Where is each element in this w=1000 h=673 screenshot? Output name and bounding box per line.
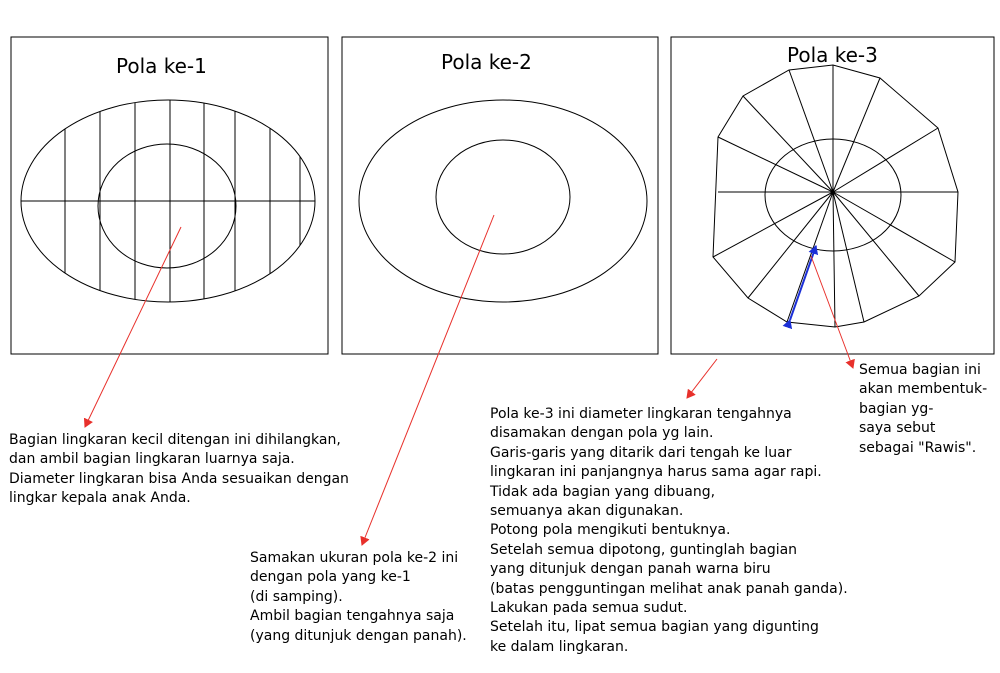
pola-3-spoke (787, 192, 833, 322)
note-line: Samakan ukuran pola ke-2 ini (250, 550, 459, 566)
note-line: lingkar kepala anak Anda. (9, 490, 191, 507)
pointer-arrow-rawis (811, 256, 853, 368)
note-line: yang ditunjuk dengan panah warna biru (490, 561, 771, 578)
note-line: Pola ke-3 ini diameter lingkaran tengahnya (490, 406, 792, 422)
note-line: lingkaran ini panjangnya harus sama agar rapi. (490, 464, 822, 481)
note-line: Bagian lingkaran kecil ditengan ini dihilangkan, (9, 432, 341, 448)
note-line: sebagai "Rawis". (859, 439, 977, 456)
note-line: Lakukan pada semua sudut. (490, 600, 688, 617)
pola-1-title: Pola ke-1 (116, 54, 207, 78)
pola-3-panel (671, 37, 994, 354)
note-pola-2 (250, 549, 467, 646)
note-line: disamakan dengan pola yg lain. (490, 425, 714, 442)
note-line: Setelah itu, lipat semua bagian yang digunting (490, 619, 819, 636)
pola-3-spoke (833, 192, 835, 327)
pola-3-star-outline (713, 65, 958, 327)
pola-3-shape (713, 65, 958, 327)
cut-double-arrow (790, 246, 816, 320)
note-line: akan membentuk- (859, 381, 988, 398)
pola-3-spoke (748, 192, 833, 298)
pola-2-frame (342, 37, 658, 354)
note-line: Potong pola mengikuti bentuknya. (490, 522, 731, 539)
pola-1-inner-ellipse (98, 144, 236, 268)
note-line: bagian yg- (859, 400, 934, 417)
note-line: Semua bagian ini (859, 362, 981, 378)
pola-1-shape (21, 100, 315, 302)
note-line: (di samping). (250, 588, 343, 605)
note-pola-1 (9, 431, 349, 509)
pola-1-panel (11, 37, 328, 354)
pola-3-title: Pola ke-3 (787, 43, 878, 67)
note-line: Tidak ada bagian yang dibuang, (490, 483, 716, 500)
pola-2-inner-ellipse (436, 140, 570, 254)
pola-3-spoke (833, 78, 880, 192)
note-line: Garis-garis yang ditarik dari tengah ke luar (490, 444, 792, 461)
note-line: Setelah semua dipotong, guntinglah bagian (490, 541, 798, 558)
note-line: saya sebut (859, 420, 936, 437)
pointer-arrow-pola-2 (362, 215, 494, 545)
pola-3-spokes (713, 65, 958, 327)
pola-2-panel (342, 37, 658, 354)
pointer-arrow-pola-1 (85, 227, 181, 427)
pola-3-spoke (833, 192, 955, 262)
note-rawis (859, 361, 987, 458)
pola-2-title: Pola ke-2 (441, 50, 532, 74)
note-line: (yang ditunjuk dengan panah). (250, 627, 467, 644)
note-line: semuanya akan digunakan. (490, 503, 684, 520)
note-line: Ambil bagian tengahnya saja (250, 608, 455, 625)
note-line: Diameter lingkaran bisa Anda sesuaikan dengan (9, 470, 349, 487)
note-line: ke dalam lingkaran. (490, 638, 629, 655)
note-line: dan ambil bagian lingkaran luarnya saja. (9, 451, 295, 468)
pola-3-spoke (743, 96, 833, 192)
note-line: (batas pengguntingan melihat anak panah ganda). (490, 580, 848, 597)
note-pola-3 (490, 405, 848, 657)
note-line: dengan pola yang ke-1 (250, 569, 411, 586)
pointer-arrow-pola-3 (687, 359, 717, 398)
pola-2-outer-ellipse (359, 100, 647, 302)
